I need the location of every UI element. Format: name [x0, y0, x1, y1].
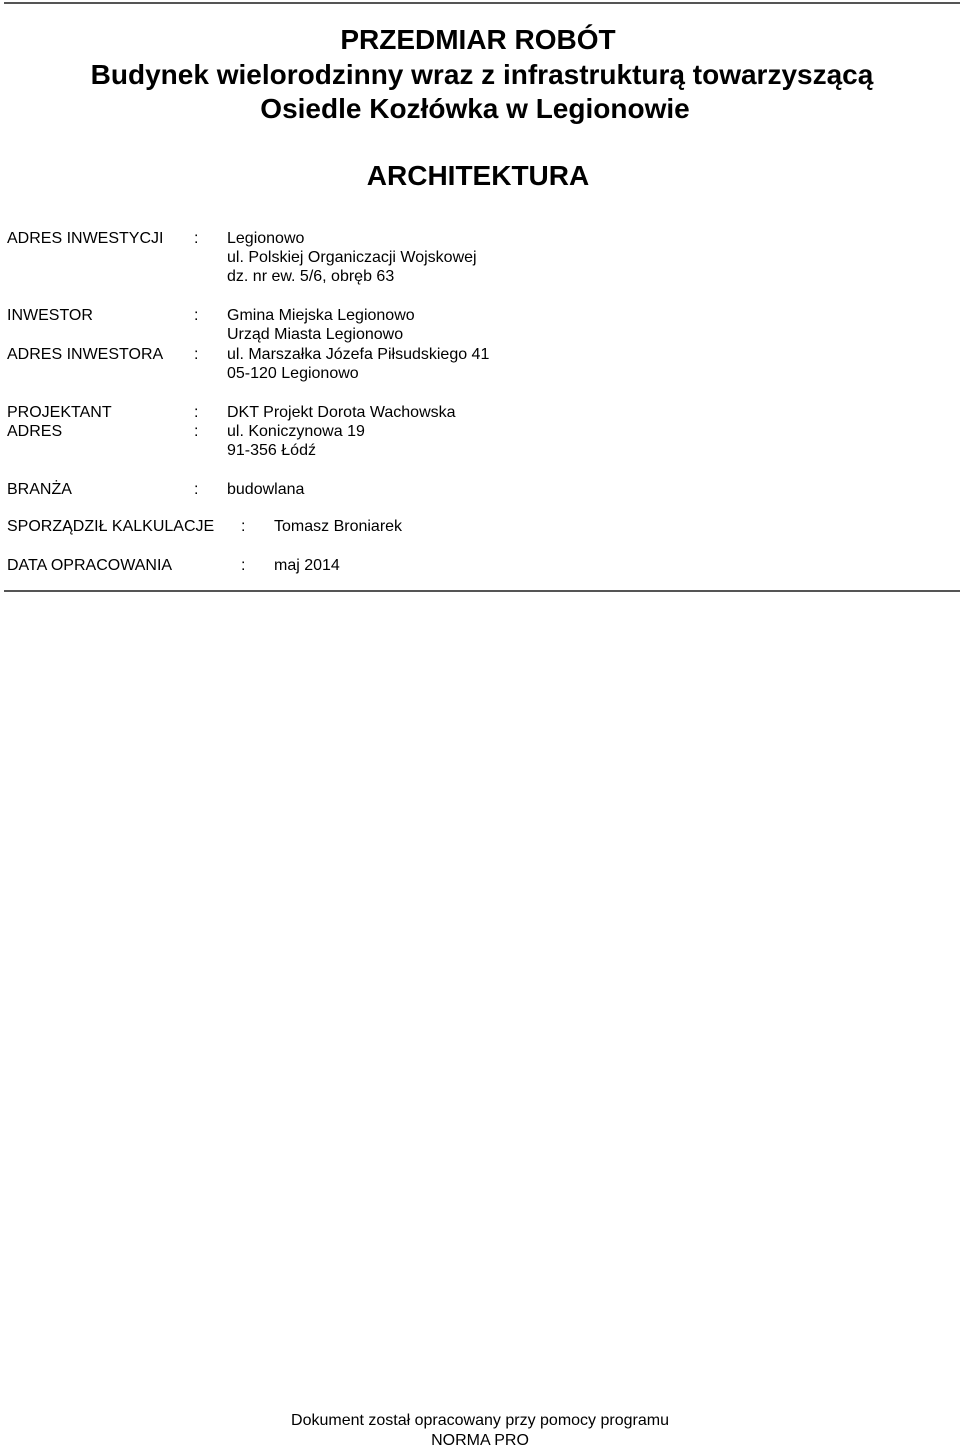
separator: :	[194, 423, 199, 440]
designer-address-label: ADRES	[7, 423, 63, 440]
date-value: maj 2014	[274, 557, 340, 574]
designer-address-line: 91-356 Łódź	[227, 442, 316, 459]
designer-address-line: ul. Koniczynowa 19	[227, 423, 365, 440]
designer-line: DKT Projekt Dorota Wachowska	[227, 404, 456, 421]
investor-address-line: 05-120 Legionowo	[227, 365, 359, 382]
investor-line: Urząd Miasta Legionowo	[227, 326, 404, 343]
document-title: PRZEDMIAR ROBÓT	[340, 24, 616, 55]
investment-address-line: dz. nr ew. 5/6, obręb 63	[227, 268, 395, 285]
branch-heading: ARCHITEKTURA	[366, 160, 590, 191]
prepared-by-label: SPORZĄDZIŁ KALKULACJE	[7, 518, 215, 535]
investor-label: INWESTOR	[7, 307, 93, 324]
separator: :	[194, 481, 199, 498]
prepared-by-value: Tomasz Broniarek	[274, 518, 403, 535]
investment-address-line: ul. Polskiej Organiczacji Wojskowej	[227, 249, 477, 266]
project-location: Osiedle Kozłówka w Legionowie	[260, 93, 690, 124]
separator: :	[194, 307, 199, 324]
separator: :	[194, 230, 199, 247]
investor-address-line: ul. Marszałka Józefa Piłsudskiego 41	[227, 346, 490, 363]
separator: :	[194, 346, 199, 363]
investment-address-label: ADRES INWESTYCJI	[7, 230, 164, 247]
trade-value: budowlana	[227, 481, 305, 498]
footer-note: Dokument został opracowany przy pomocy programu	[291, 1412, 669, 1429]
date-label: DATA OPRACOWANIA	[7, 557, 173, 574]
separator: :	[241, 557, 246, 574]
separator: :	[241, 518, 246, 535]
investor-address-label: ADRES INWESTORA	[7, 346, 164, 363]
footer-program-name: NORMA PRO	[431, 1432, 529, 1449]
separator: :	[194, 404, 199, 421]
investor-line: Gmina Miejska Legionowo	[227, 307, 415, 324]
project-name: Budynek wielorodzinny wraz z infrastrukturą towarzyszącą	[90, 59, 874, 90]
top-rule	[4, 2, 960, 4]
bottom-rule	[4, 590, 960, 592]
investment-address-line: Legionowo	[227, 230, 305, 247]
designer-label: PROJEKTANT	[7, 404, 112, 421]
trade-label: BRANŻA	[7, 481, 72, 498]
